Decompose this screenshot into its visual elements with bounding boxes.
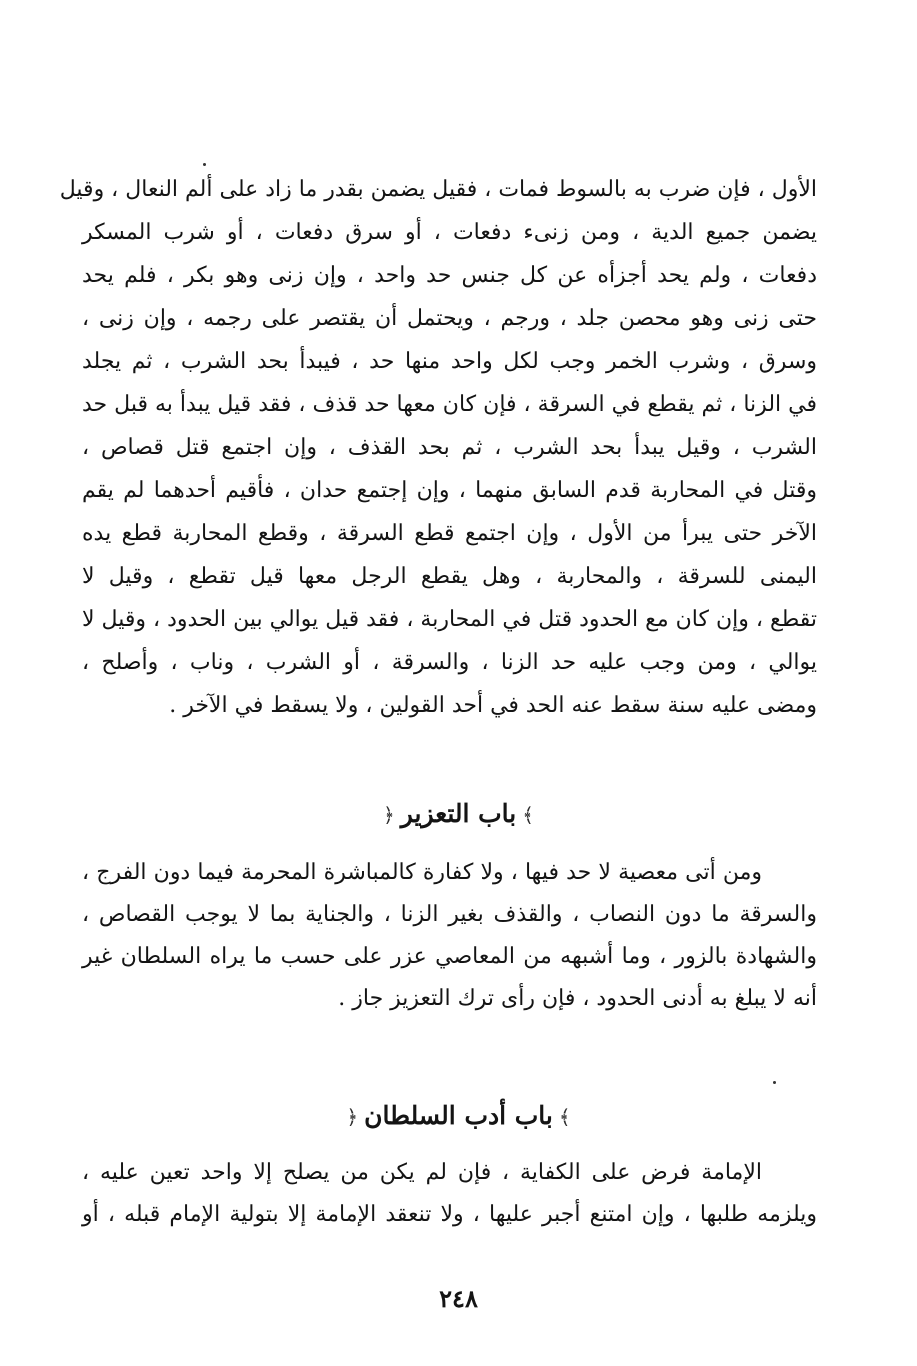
text-line: الأول ، فإن ضرب به بالسوط فمات ، فقيل يضمن بقدر ما زاد على ألم النعال ، وقيل xyxy=(59,177,817,202)
scan-speck xyxy=(203,163,206,166)
ornament-right: ﴾ xyxy=(558,1105,571,1129)
text-line: والشهادة بالزور ، وما أشبهه من المعاصي عزر على حسب ما يراه السلطان غير xyxy=(82,944,817,969)
ornament-left: ﴿ xyxy=(346,1105,359,1129)
section-heading-sultan xyxy=(0,1094,917,1138)
text-line: أنه لا يبلغ به أدنى الحدود ، فإن رأى ترك التعزيز جاز . xyxy=(338,986,817,1011)
scan-speck xyxy=(773,1081,776,1084)
text-line: وسرق ، وشرب الخمر وجب لكل واحد منها حد ، فيبدأ بحد الشرب ، ثم يجلد xyxy=(82,349,817,374)
text-line: ومن أتى معصية لا حد فيها ، ولا كفارة كالمباشرة المحرمة فيما دون الفرج ، xyxy=(82,860,762,885)
text-line: يوالي ، ومن وجب عليه حد الزنا ، والسرقة ، أو الشرب ، وناب ، وأصلح ، xyxy=(82,650,817,675)
text-line: يضمن جميع الدية ، ومن زنىء دفعات ، أو سرق دفعات ، أو شرب المسكر xyxy=(82,220,817,245)
text-line: والسرقة ما دون النصاب ، والقذف بغير الزنا ، والجناية بما لا يوجب القصاص ، xyxy=(82,902,817,927)
page-number: ٢٤٨ xyxy=(439,1284,478,1313)
text-line: ويلزمه طلبها ، وإن امتنع أجبر عليها ، ولا تنعقد الإمامة إلا بتولية الإمام قبله ، أو xyxy=(82,1202,817,1227)
heading-title: باب التعزير xyxy=(400,799,517,828)
text-line: دفعات ، ولم يحد أجزأه عن كل جنس حد واحد ، وإن زنى وهو بكر ، فلم يحد xyxy=(82,263,817,288)
text-line: الآخر حتى يبرأ من الأول ، وإن اجتمع قطع السرقة ، وقطع المحاربة قطع يده xyxy=(82,521,817,546)
text-line: في الزنا ، ثم يقطع في السرقة ، فإن كان معها حد قذف ، فقد قيل يبدأ به قبل حد xyxy=(82,392,817,417)
ornament-right: ﴾ xyxy=(522,803,534,827)
text-line: ومضى عليه سنة سقط عنه الحد في أحد القولين ، ولا يسقط في الآخر . xyxy=(169,693,817,718)
ornament-left: ﴿ xyxy=(383,803,395,827)
section-heading-tazir xyxy=(0,792,917,836)
heading-title: باب أدب السلطان xyxy=(364,1101,553,1130)
text-line: الإمامة فرض على الكفاية ، فإن لم يكن من يصلح إلا واحد تعين عليه ، xyxy=(82,1160,762,1185)
text-line: تقطع ، وإن كان مع الحدود قتل في المحاربة ، فقد قيل يوالي بين الحدود ، وقيل لا xyxy=(82,607,817,632)
text-line: حتى زنى وهو محصن جلد ، ورجم ، ويحتمل أن يقتصر على رجمه ، وإن زنى ، xyxy=(82,306,817,331)
text-line: الشرب ، وقيل يبدأ بحد الشرب ، ثم بحد القذف ، وإن اجتمع قتل قصاص ، xyxy=(82,435,817,460)
text-line: وقتل في المحاربة قدم السابق منهما ، وإن إجتمع حدان ، فأقيم أحدهما لم يقم xyxy=(82,478,817,503)
text-line: اليمنى للسرقة ، والمحاربة ، وهل يقطع الرجل معها قيل تقطع ، وقيل لا xyxy=(82,564,817,589)
